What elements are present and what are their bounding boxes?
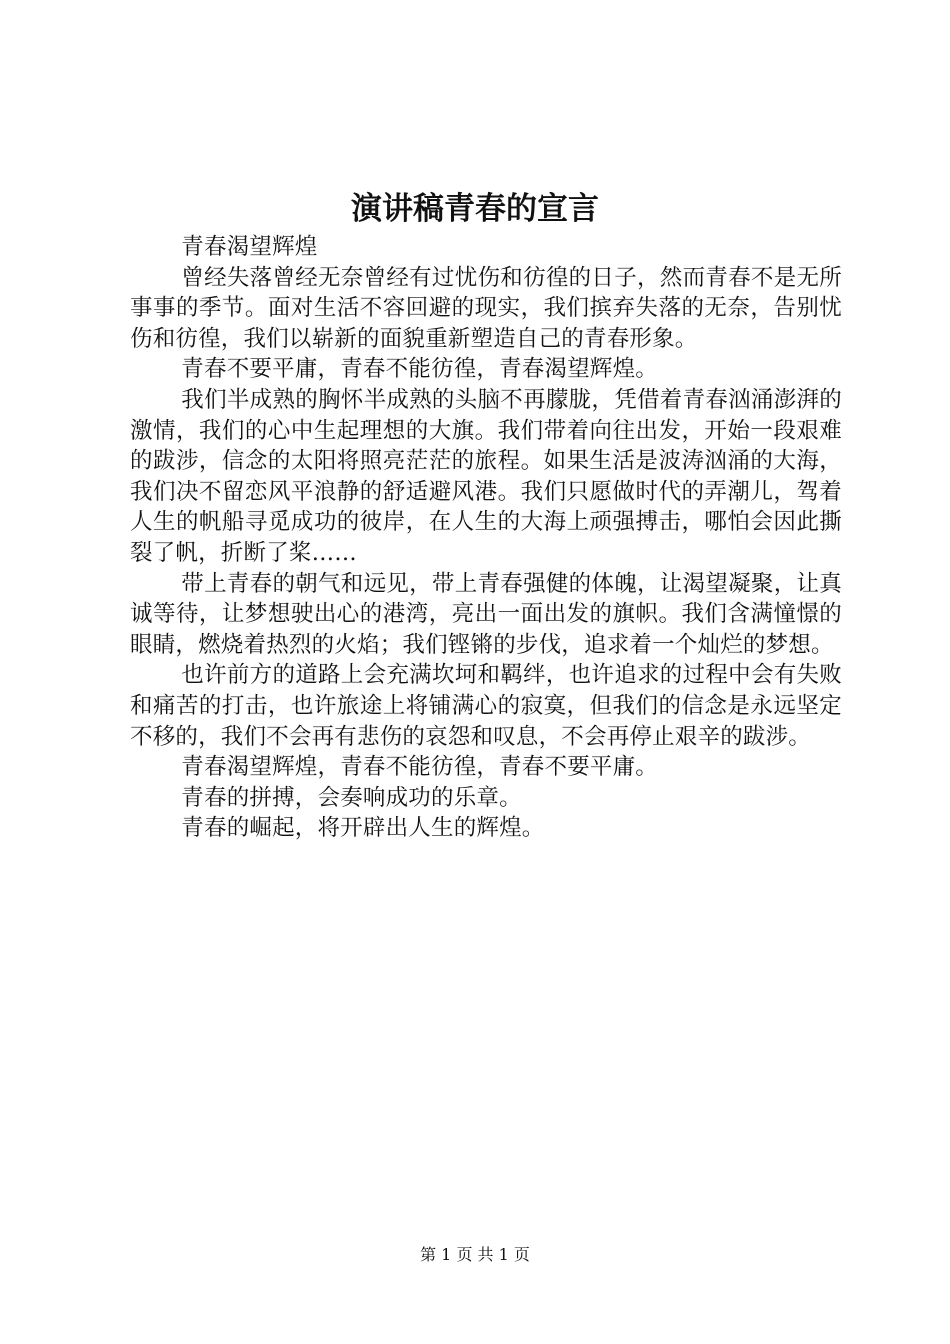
paragraph: 青春不要平庸，青春不能彷徨，青春渴望辉煌。 [181, 356, 658, 383]
paragraph: 带上青春的朝气和远见，带上青春强健的体魄，让渴望凝聚，让真诚等待，让梦想驶出心的港湾，亮出一面出发的旗帜。我们含满憧憬的眼睛，燃烧着热烈的火焰；我们铿锵的步伐，追求着一个灿烂的梦想。 [130, 570, 842, 658]
paragraph: 青春渴望辉煌，青春不能彷徨，青春不要平庸。 [181, 754, 658, 781]
paragraph: 也许前方的道路上会充满坎坷和羁绊，也许追求的过程中会有失败和痛苦的打击，也许旅途上将铺满心的寂寞，但我们的信念是永远坚定不移的，我们不会再有悲伤的哀怨和叹息，不会再停止艰辛的跋涉。 [130, 662, 842, 750]
paragraph: 曾经失落曾经无奈曾经有过忧伤和彷徨的日子，然而青春不是无所事事的季节。面对生活不容回避的现实，我们摈弃失落的无奈，告别忧伤和彷徨，我们以崭新的面貌重新塑造自己的青春形象。 [130, 264, 842, 352]
paragraph: 我们半成熟的胸怀半成熟的头脑不再朦胧，凭借着青春汹涌澎湃的激情，我们的心中生起理想的大旗。我们带着向往出发，开始一段艰难的跋涉，信念的太阳将照亮茫茫的旅程。如果生活是波涛汹涌的大海，我们决不留恋风平浪静的舒适避风港。我们只愿做时代的弄潮儿，驾着人生的帆船寻觅成功的彼岸，在人生的大海上顽强搏击，哪怕会因此撕裂了帆，折断了桨…… [130, 386, 842, 566]
page-footer: 第 1 页 共 1 页 [420, 1245, 530, 1264]
document-title: 演讲稿青春的宣言 [351, 191, 599, 227]
document-body [130, 232, 842, 844]
paragraph: 青春的拼搏，会奏响成功的乐章。 [181, 784, 522, 811]
paragraph: 青春渴望辉煌 [181, 234, 318, 260]
paragraph: 青春的崛起，将开辟出人生的辉煌。 [181, 815, 545, 842]
